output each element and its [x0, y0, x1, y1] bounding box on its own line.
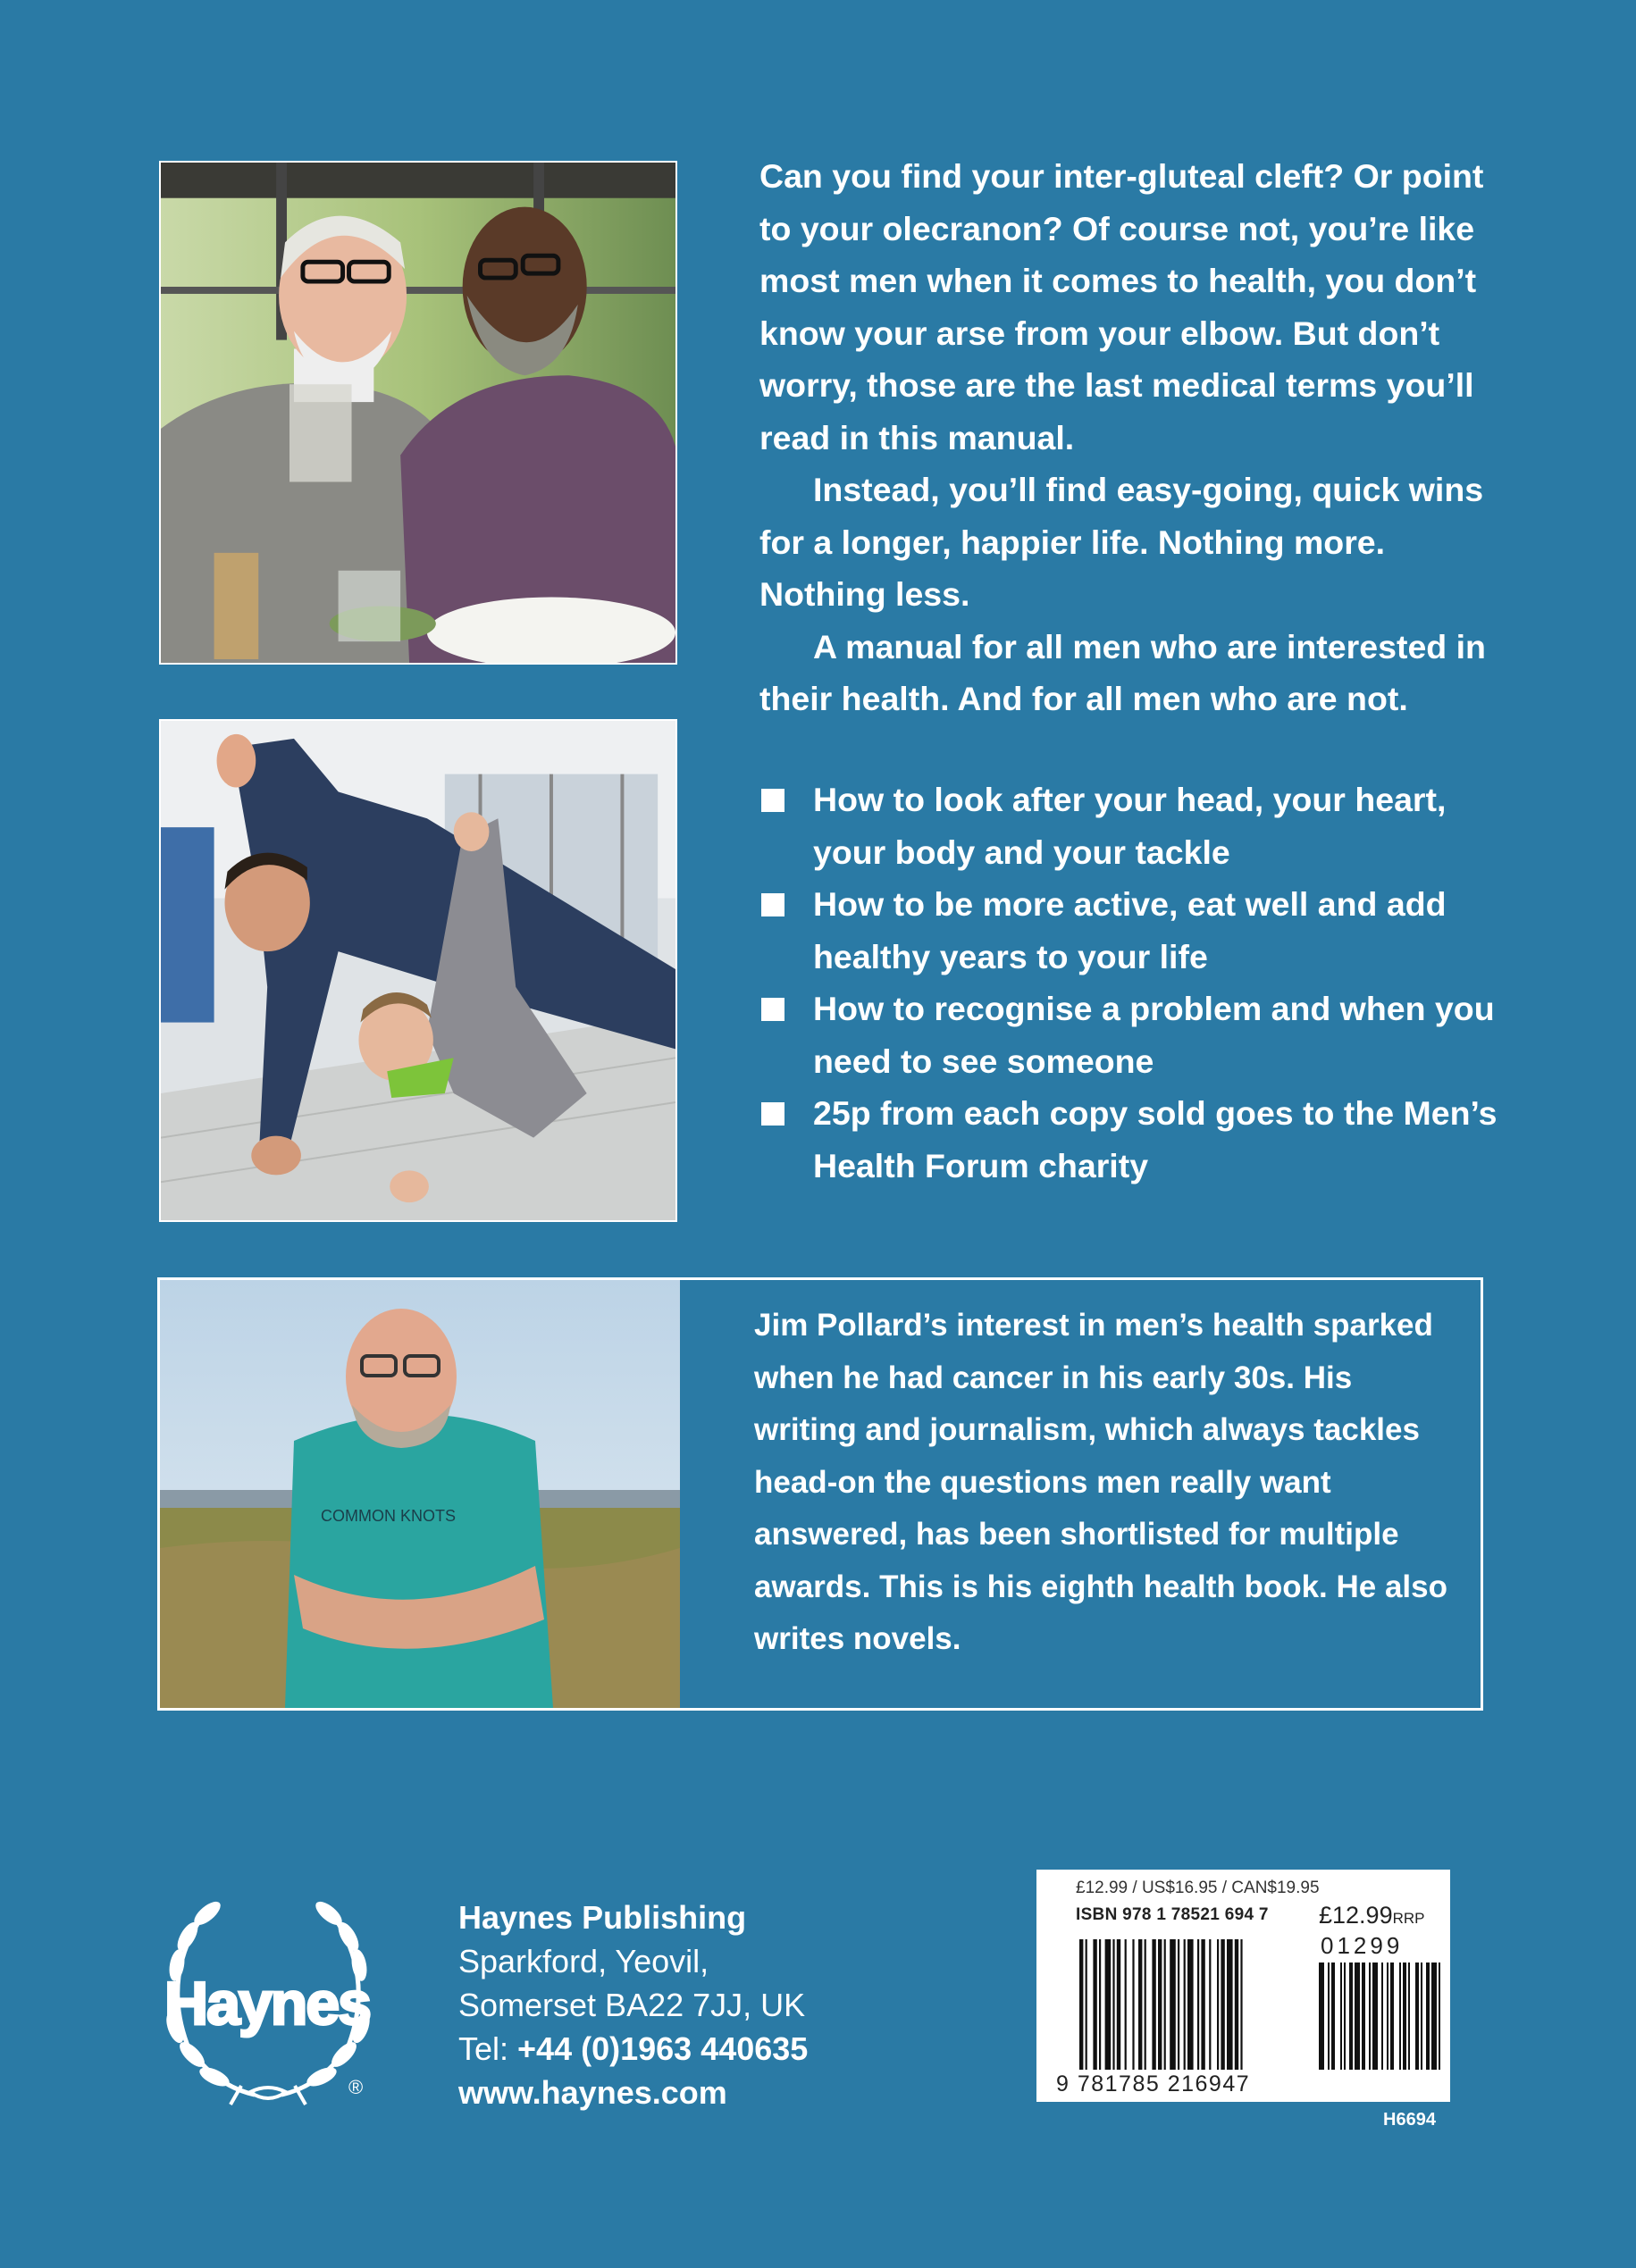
isbn: ISBN 978 1 78521 694 7 — [1076, 1905, 1269, 1924]
square-bullet-icon — [761, 998, 784, 1021]
author-photo — [160, 1280, 680, 1708]
price-list: £12.99 / US$16.95 / CAN$19.95 — [1076, 1879, 1320, 1897]
intro-text — [759, 150, 1501, 725]
intro-paragraph: Can you find your inter-gluteal cleft? Or point to your olecranon? Of course not, you’re like most men when it comes to health, you don’t know your arse from your elbow. But don’t worry, those are the last medical terms you’ll read in this manual. — [759, 157, 1484, 456]
addon-code: 01299 — [1321, 1932, 1404, 1959]
square-bullet-icon — [761, 893, 784, 916]
publisher-address-line: Somerset BA22 7JJ, UK — [458, 1987, 806, 2023]
list-item: 25p from each copy sold goes to the Men’s Health Forum charity — [761, 1087, 1503, 1192]
photo-men-laughing — [159, 161, 677, 665]
publisher-name: Haynes Publishing — [458, 1899, 747, 1936]
intro-paragraph: A manual for all men who are interested in their health. And for all men who are not. — [759, 627, 1486, 717]
square-bullet-icon — [761, 1102, 784, 1126]
author-bio: Jim Pollard’s interest in men’s health sparked when he had cancer in his early 30s. His writing and journalism, which always tackles head-on the questions men really want answered, has been shortlisted for multiple awards. This is his eighth health book. He also writes novels. — [754, 1308, 1447, 1656]
square-bullet-icon — [761, 789, 784, 812]
rrp-price: £12.99RRP — [1319, 1902, 1425, 1929]
publisher-info — [458, 1896, 808, 2114]
list-item: How to recognise a problem and when you need to see someone — [761, 983, 1503, 1087]
publisher-phone: Tel: +44 (0)1963 440635 — [458, 2030, 809, 2067]
barcode-digits: 9 781785 216947 — [1056, 2071, 1251, 2096]
barcode-icon — [1079, 1939, 1446, 2070]
publisher-website: www.haynes.com — [458, 2074, 727, 2111]
author-box — [157, 1277, 1483, 1711]
barcode-panel — [1036, 1870, 1450, 2102]
publisher-address-line: Sparkford, Yeovil, — [458, 1943, 709, 1979]
registered-mark: ® — [348, 2076, 364, 2098]
haynes-wordmark: Haynes — [164, 1970, 370, 2038]
intro-paragraph: Instead, you’ll find easy-going, quick wins for a longer, happier life. Nothing more. Nothing less. — [759, 471, 1484, 613]
feature-list — [761, 774, 1503, 1192]
list-item: How to be more active, eat well and add healthy years to your life — [761, 878, 1503, 983]
product-code: H6694 — [1383, 2110, 1436, 2130]
photo-side-plank — [159, 719, 677, 1222]
list-item: How to look after your head, your heart, your body and your tackle — [761, 774, 1503, 878]
tshirt-text: COMMON KNOTS — [321, 1507, 456, 1525]
